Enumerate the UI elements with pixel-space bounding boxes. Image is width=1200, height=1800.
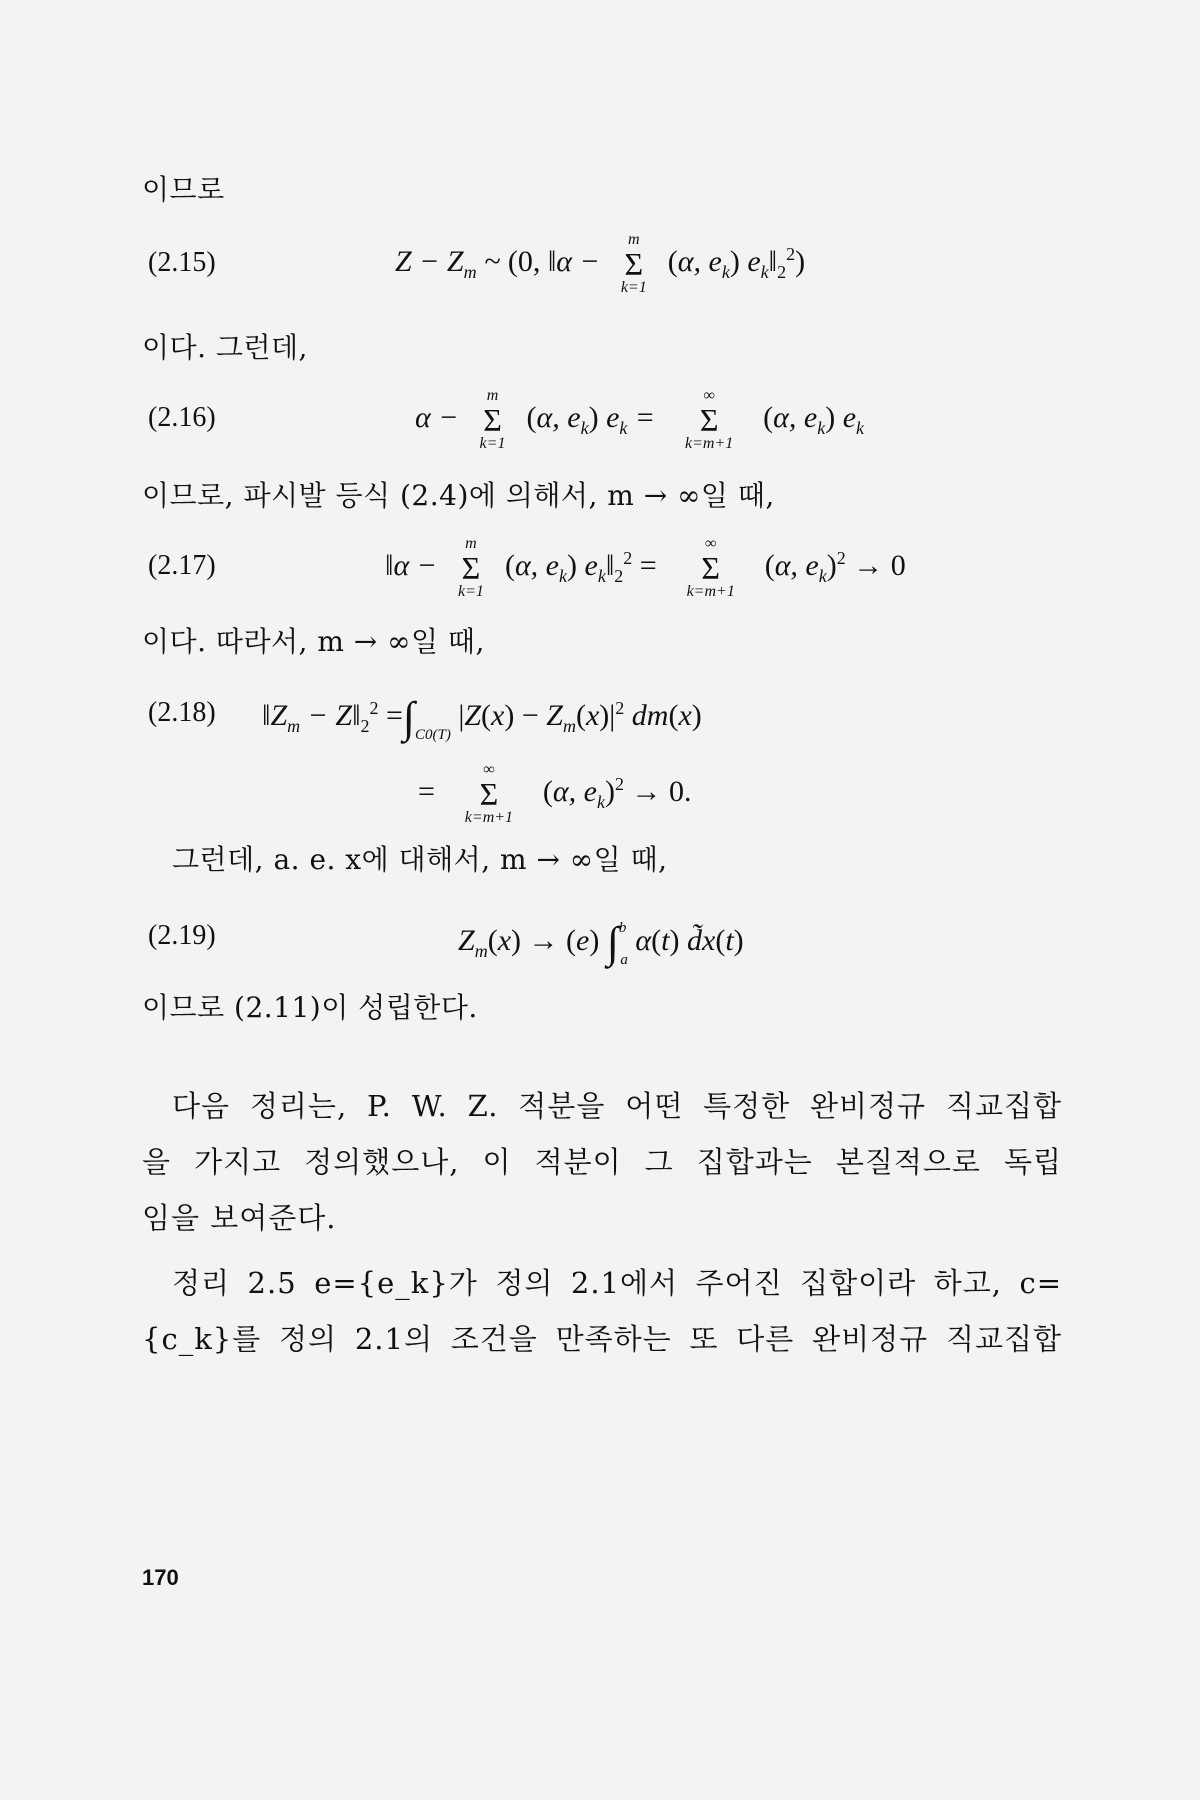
text-line-4: 이다. 따라서, m → ∞일 때, (142, 625, 485, 658)
theorem-line: 정리 2.5 e={e_k}가 정의 2.1에서 주어진 집합이라 하고, c= (172, 1266, 1062, 1300)
eq-number-2-15: (2.15) (148, 247, 216, 278)
eq-number-2-17: (2.17) (148, 550, 216, 581)
text-line-6: 이므로 (2.11)이 성립한다. (142, 991, 478, 1024)
paragraph-theorem-intro (142, 1078, 1062, 1246)
theorem-2-5 (142, 1255, 1062, 1367)
paragraph-line: 을 가지고 정의했으나, 이 적분이 그 집합과는 본질적으로 독립 (142, 1145, 1062, 1179)
equation-2-17: ‖α − m Σ k=1 (α, $e_k$) $e_k‖_2^2$ = ∞ Σ k=m+1 (α, $e_k)^2 \to 0$ (385, 535, 906, 600)
eq-number-2-16: (2.16) (148, 402, 216, 433)
equation-2-19: $Z_m(x) \to (e)$ ∫$^b_a$ α(t) d̃x(t) (458, 918, 744, 968)
eq-number-2-18: (2.18) (148, 697, 216, 728)
text-line-3: 이므로, 파시발 등식 (2.4)에 의해서, m → ∞일 때, (142, 479, 775, 512)
paragraph-line: 임을 보여준다. (142, 1201, 337, 1235)
theorem-line: {c_k}를 정의 2.1의 조건을 만족하는 또 다른 완비정규 직교집합 (142, 1322, 1062, 1356)
equation-2-18-line-1: $‖Z_m$ − $Z‖_2^2 =\int_{C0(T)}$ $|Z(x) - Z_m(x)|^2$ dm(x) (262, 693, 702, 743)
page-number: 170 (142, 1565, 179, 1590)
equation-2-18-line-2: = ∞ Σ k=m+1 (α, $e_k)^2 \to 0$. (418, 761, 692, 826)
paragraph-line: 다음 정리는, P. W. Z. 적분을 어떤 특정한 완비정규 직교집합 (172, 1089, 1062, 1123)
text-line-2: 이다. 그런데, (142, 331, 308, 364)
text-line-1: 이므로 (142, 173, 225, 206)
eq-number-2-19: (2.19) (148, 920, 216, 951)
equation-2-15: $Z - Z_m$ ~ (0, ‖α − m Σ k=1 (α, $e_k$) $e_k‖_2^2$) (395, 231, 806, 296)
equation-2-16: α − m Σ k=1 (α, $e_k$) $e_k$ = ∞ Σ k=m+1 (α, $e_k$) $e_k$ (415, 387, 865, 452)
text-line-5: 그런데, a. e. x에 대해서, m → ∞일 때, (172, 843, 668, 876)
